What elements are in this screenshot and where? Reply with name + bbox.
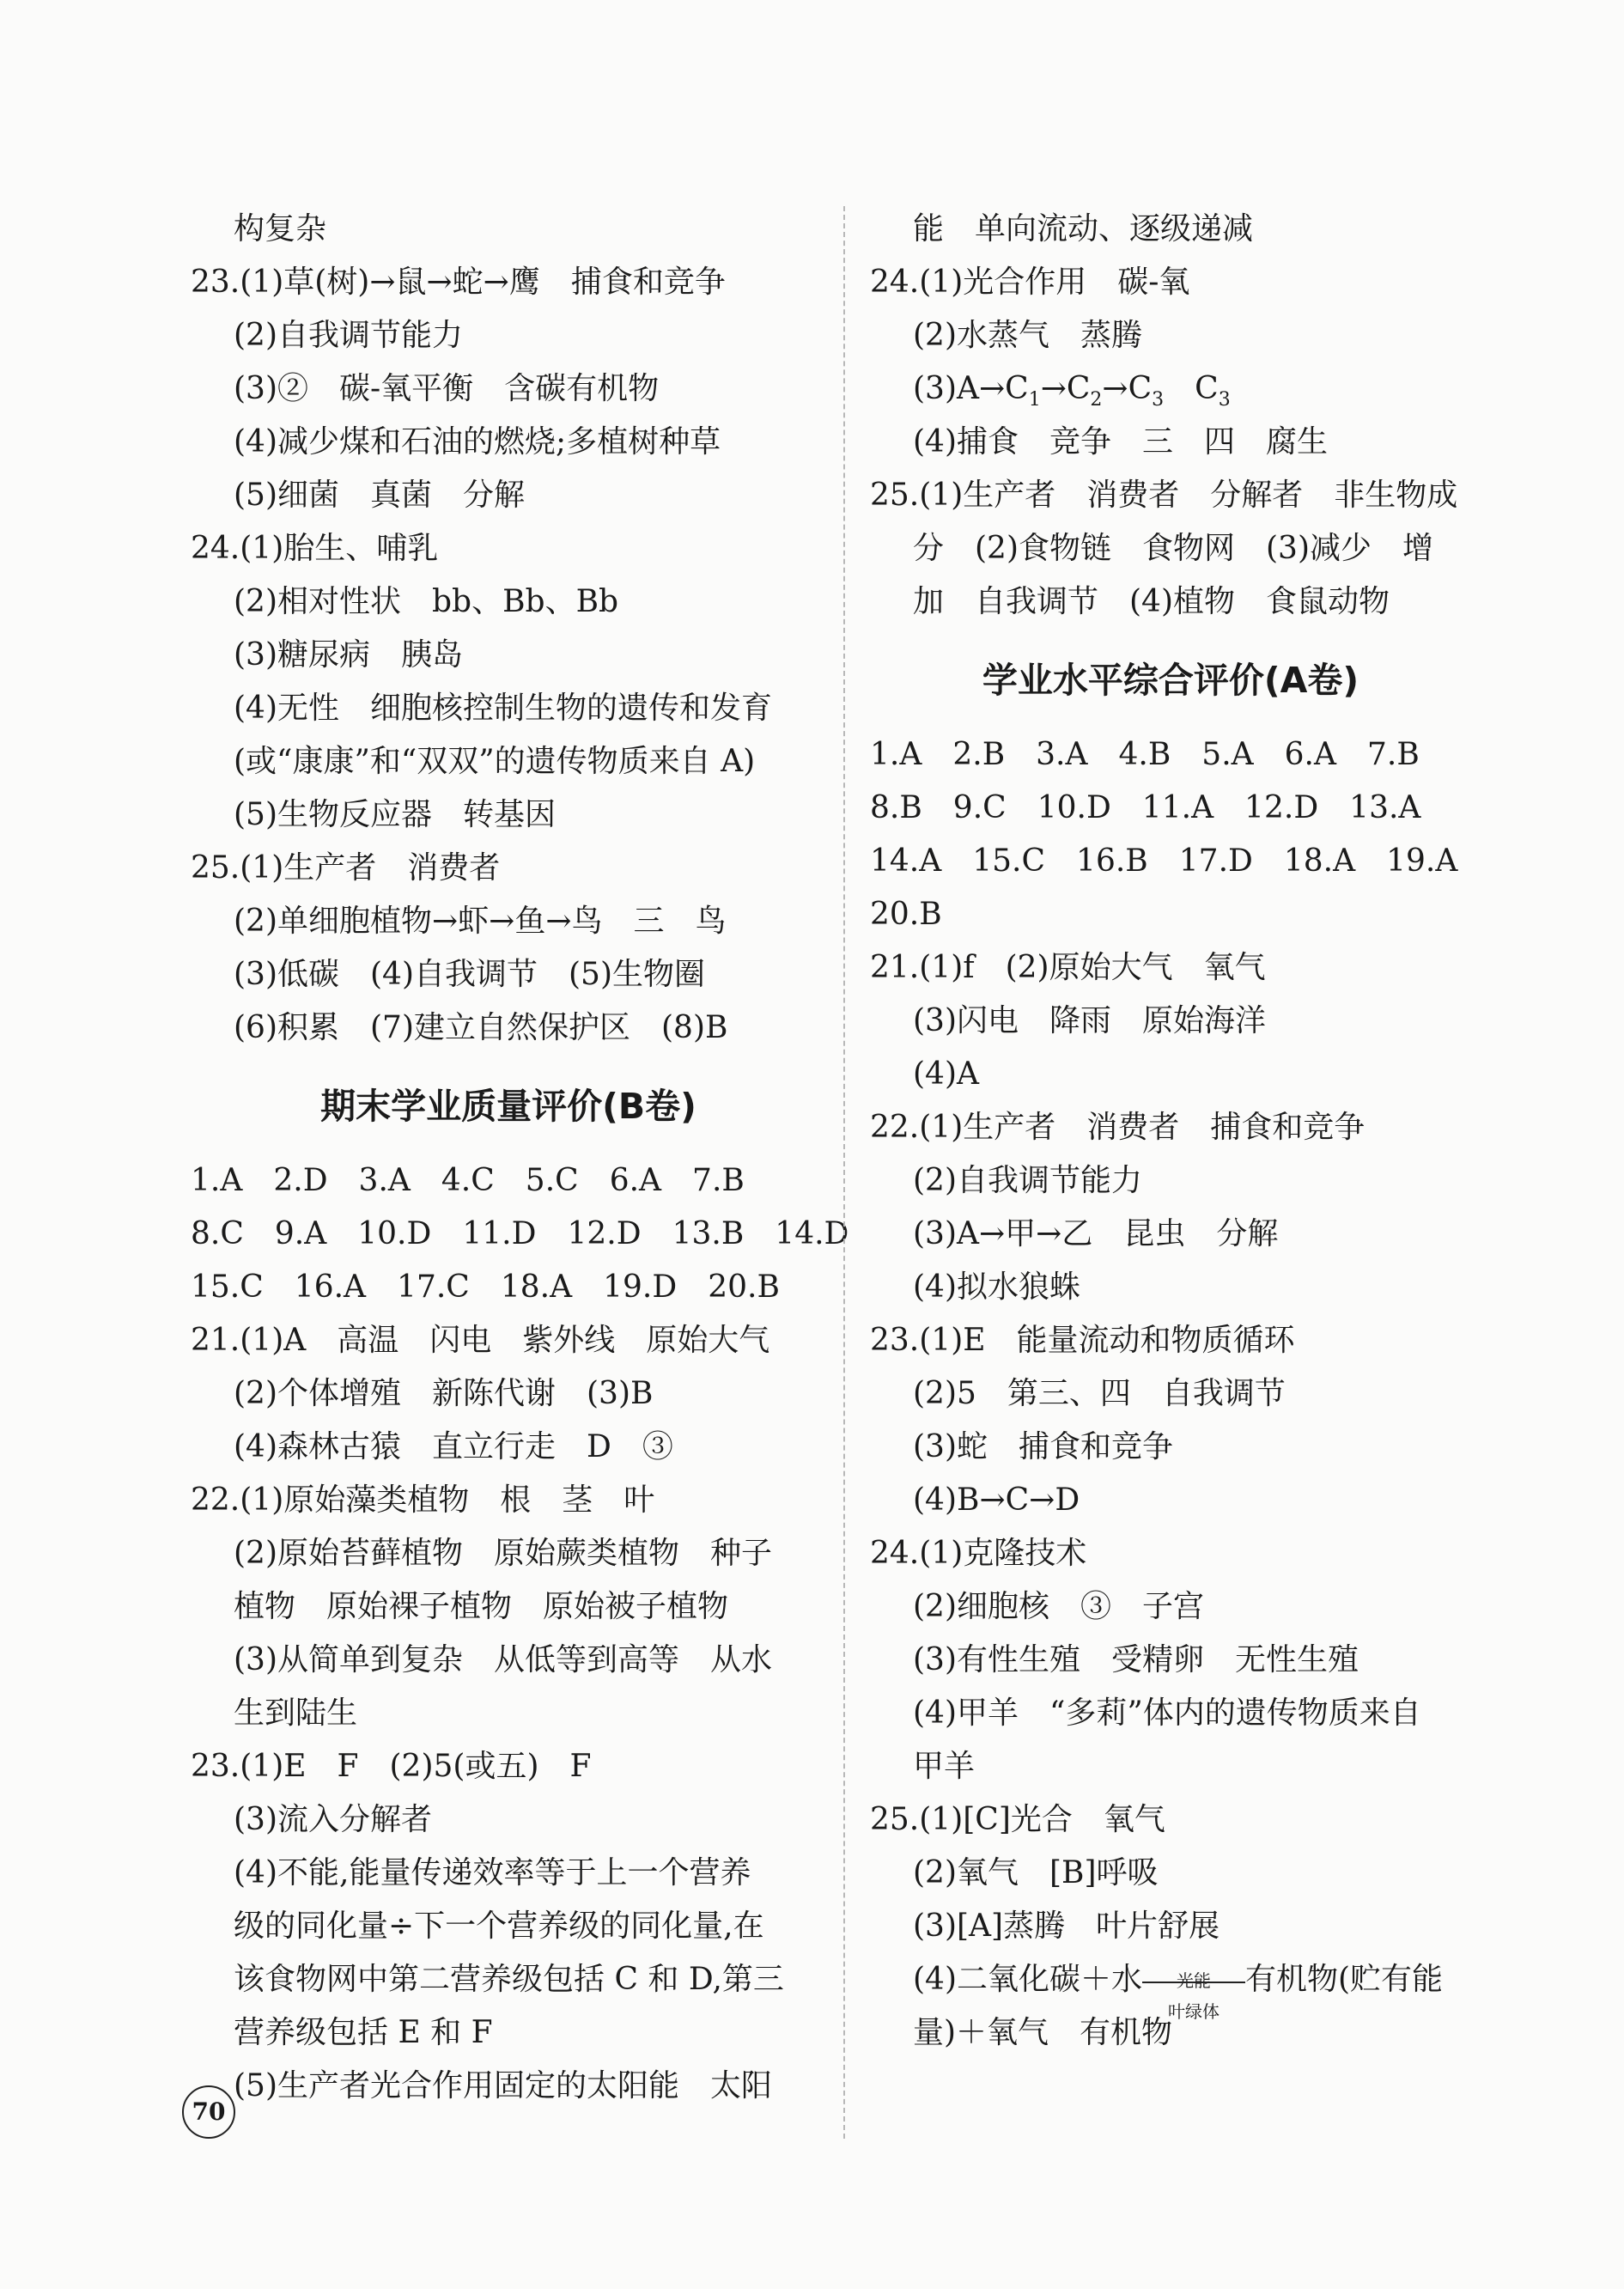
answer-line: 14.A 15.C 16.B 17.D 18.A 19.A (870, 843, 1458, 879)
answer-line: 该食物网中第二营养级包括 C 和 D,第三 (234, 1962, 784, 1997)
answer-line: (2)原始苔藓植物 原始蕨类植物 种子 (234, 1536, 772, 1571)
answer-line: (5)生物反应器 转基因 (234, 797, 556, 832)
answer-line: 加 自我调节 (4)植物 食鼠动物 (913, 584, 1390, 619)
answer-line: (2)相对性状 bb、Bb、Bb (234, 584, 619, 619)
answer-line: (3)低碳 (4)自我调节 (5)生物圈 (234, 957, 705, 992)
answer-line: $(3)A\to C_1\to C_2\to C_3$ $C_3$ (913, 371, 1231, 411)
left-column (191, 203, 849, 2113)
answer-line: (6)积累 (7)建立自然保护区 (8)B (234, 1010, 728, 1045)
answer-line: (2)水蒸气 蒸腾 (913, 318, 1142, 353)
answer-line: 生到陆生 (234, 1695, 358, 1731)
answer-line: (3)[A]蒸腾 叶片舒展 (913, 1909, 1220, 1944)
answer-line: (3)A→甲→乙 昆虫 分解 (913, 1216, 1279, 1251)
answer-line: (4)森林古猿 直立行走 D ③ (234, 1429, 673, 1464)
right-column (870, 203, 1471, 2060)
answer-line: 级的同化量÷下一个营养级的同化量,在 (234, 1909, 764, 1944)
answer-line: (3)闪电 降雨 原始海洋 (913, 1003, 1266, 1038)
answer-line: 22.(1)原始藻类植物 根 茎 叶 (191, 1482, 655, 1518)
reaction-arrow: 光能 叶绿体 (1142, 1964, 1245, 1999)
answer-line: (2)细胞核 ③ 子宫 (913, 1589, 1204, 1624)
answer-line: 23.(1)草(树)→鼠→蛇→鹰 捕食和竞争 (191, 265, 726, 300)
answer-line: (3)从简单到复杂 从低等到高等 从水 (234, 1642, 772, 1677)
answer-line: (2)5 第三、四 自我调节 (913, 1376, 1286, 1411)
equation-line: (4)二氧化碳＋水 光能 叶绿体 有机物(贮有能 (913, 1962, 1444, 2022)
answer-line: (2)单细胞植物→虾→鱼→鸟 三 鸟 (234, 904, 727, 939)
section-title: 期末学业质量评价(B卷) (320, 1086, 696, 1127)
answer-line: 24.(1)光合作用 碳-氧 (870, 265, 1190, 300)
answer-line: 22.(1)生产者 消费者 捕食和竞争 (870, 1110, 1365, 1145)
answer-line: (4)甲羊 “多莉”体内的遗传物质来自 (913, 1695, 1421, 1731)
answer-line: 分 (2)食物链 食物网 (3)减少 增 (913, 531, 1433, 566)
answer-line: (4)拟水狼蛛 (913, 1269, 1080, 1305)
answer-line: (2)自我调节能力 (913, 1163, 1142, 1198)
answer-line: 15.C 16.A 17.C 18.A 19.D 20.B (191, 1269, 780, 1305)
answer-line: (2)自我调节能力 (234, 318, 463, 353)
page-number: 70 (182, 2085, 235, 2139)
answer-line: 24.(1)胎生、哺乳 (191, 531, 439, 566)
answer-line: (3)糖尿病 胰岛 (234, 637, 463, 673)
answer-line: (2)氧气 [B]呼吸 (913, 1855, 1159, 1890)
answer-line: 甲羊 (913, 1749, 976, 1784)
answer-line: 营养级包括 E 和 F (234, 2015, 493, 2050)
section-title: 学业水平综合评价(A卷) (982, 660, 1359, 701)
answer-line: (3)流入分解者 (234, 1802, 432, 1837)
answer-line: 25.(1)生产者 消费者 (191, 850, 501, 886)
answer-line: 量)＋氧气 有机物 (913, 2015, 1173, 2050)
answer-line: 20.B (870, 897, 942, 932)
answer-line: 能 单向流动、逐级递减 (913, 211, 1254, 247)
answer-line: (4)无性 细胞核控制生物的遗传和发育 (234, 691, 772, 726)
answer-line: 23.(1)E 能量流动和物质循环 (870, 1323, 1295, 1358)
answer-line: 构复杂 (234, 211, 327, 247)
answer-line: 25.(1)[C]光合 氧气 (870, 1802, 1165, 1837)
answer-line: (4)B→C→D (913, 1482, 1080, 1518)
answer-line: (5)生产者光合作用固定的太阳能 太阳 (234, 2068, 772, 2103)
answer-line: 23.(1)E F (2)5(或五) F (191, 1749, 592, 1784)
answer-line: 8.B 9.C 10.D 11.A 12.D 13.A (870, 790, 1421, 825)
answer-line: 1.A 2.B 3.A 4.B 5.A 6.A 7.B (870, 737, 1420, 772)
answer-line: (2)个体增殖 新陈代谢 (3)B (234, 1376, 654, 1411)
answer-line: (4)捕食 竞争 三 四 腐生 (913, 424, 1328, 460)
answer-line: (或“康康”和“双双”的遗传物质来自 A) (234, 744, 756, 779)
answer-line: 8.C 9.A 10.D 11.D 12.D 13.B 14.D (191, 1216, 849, 1251)
answer-line: (4)不能,能量传递效率等于上一个营养 (234, 1855, 751, 1890)
answer-line: (5)细菌 真菌 分解 (234, 478, 525, 513)
answer-line: 1.A 2.D 3.A 4.C 5.C 6.A 7.B (191, 1163, 745, 1198)
answer-line: 21.(1)A 高温 闪电 紫外线 原始大气 (191, 1323, 770, 1358)
answer-line: (4)A (913, 1056, 979, 1092)
answer-line: (3)有性生殖 受精卵 无性生殖 (913, 1642, 1359, 1677)
answer-line: 植物 原始裸子植物 原始被子植物 (234, 1589, 729, 1624)
answer-line: (4)减少煤和石油的燃烧;多植树种草 (234, 424, 721, 460)
answer-line: 21.(1)f (2)原始大气 氧气 (870, 950, 1266, 985)
answer-line: 24.(1)克隆技术 (870, 1536, 1087, 1571)
answer-line: 25.(1)生产者 消费者 分解者 非生物成 (870, 478, 1458, 513)
answer-line: (3)蛇 捕食和竞争 (913, 1429, 1173, 1464)
answer-line: (3)② 碳-氧平衡 含碳有机物 (234, 371, 660, 406)
column-divider (843, 206, 845, 2139)
